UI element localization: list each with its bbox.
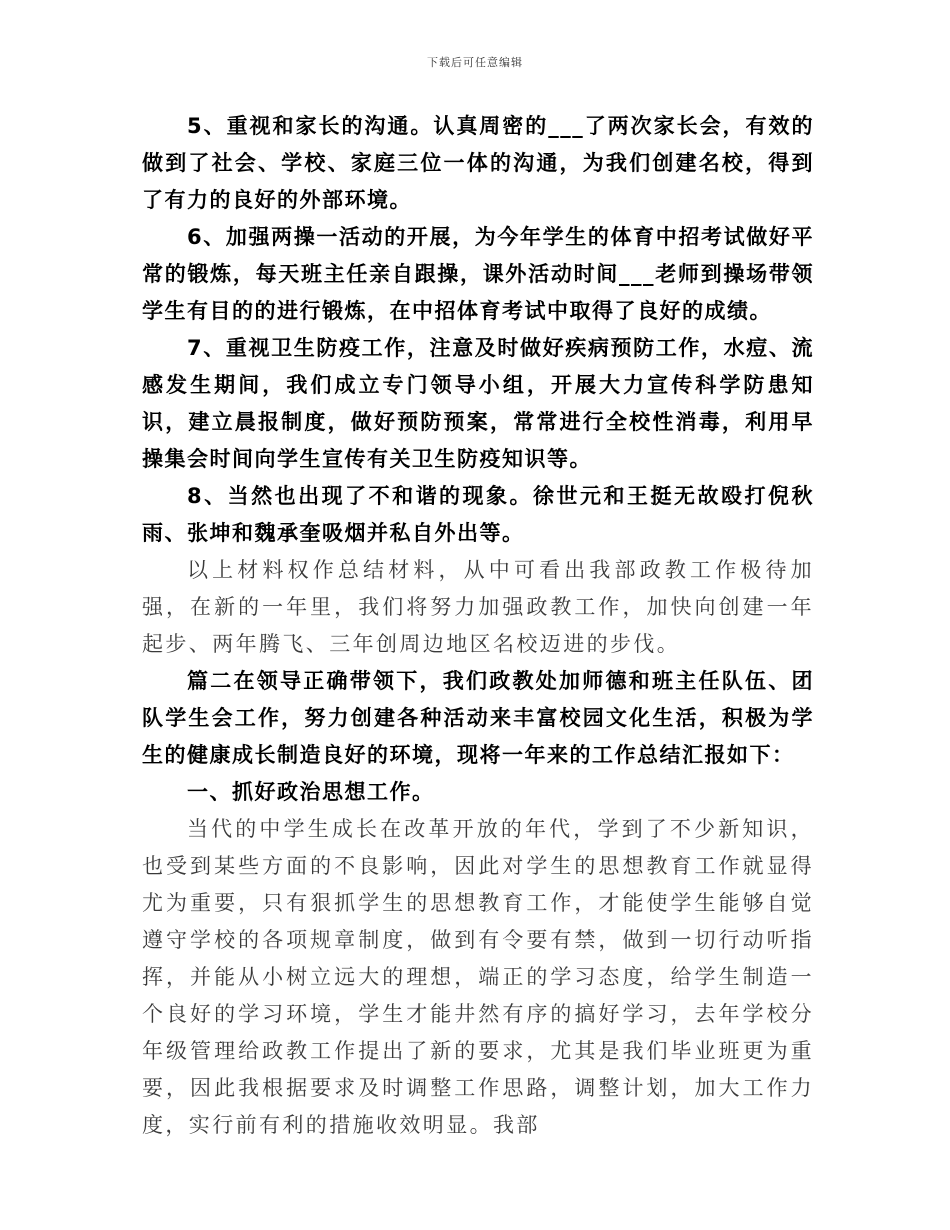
paragraph-part-two-intro: 篇二在领导正确带领下，我们政教处加师德和班主任队伍、团队学生会工作，努力创建各种活动来丰富校园文化生活，积极为学生的健康成长制造良好的环境，现将一年来的工作总结汇报如下： xyxy=(142,669,814,767)
header-note: 下载后可任意编辑 xyxy=(427,56,523,69)
document-body xyxy=(142,108,814,1144)
paragraph-item-8: 8、当然也出现了不和谐的现象。徐世元和王挺无故殴打倪秋雨、张坤和魏承奎吸烟并私自外出等。 xyxy=(142,484,814,545)
paragraph-item-7: 7、重视卫生防疫工作，注意及时做好疾病预防工作，水痘、流感发生期间，我们成立专门领导小组，开展大力宣传科学防患知识，建立晨报制度，做好预防预案，常常进行全校性消毒，利用早操集会时间向学生宣传有关卫生防疫知识等。 xyxy=(142,336,814,471)
paragraph-item-5: 5、重视和家长的沟通。认真周密的___了两次家长会，有效的做到了社会、学校、家庭三位一体的沟通，为我们创建名校，得到了有力的良好的外部环境。 xyxy=(142,114,814,212)
paragraph-item-6: 6、加强两操一活动的开展，为今年学生的体育中招考试做好平常的锻炼，每天班主任亲自跟操，课外活动时间___老师到操场带领学生有目的的进行锻炼，在中招体育考试中取得了良好的成绩。 xyxy=(142,225,814,323)
paragraph-political-work: 当代的中学生成长在改革开放的年代，学到了不少新知识，也受到某些方面的不良影响，因此对学生的思想教育工作就显得尤为重要，只有狠抓学生的思想教育工作，才能使学生能够自觉遵守学校的各项规章制度，做到有令要有禁，做到一切行动听指挥，并能从小树立远大的理想，端正的学习态度，给学生制造一个良好的学习环境，学生才能井然有序的搞好学习，去年学校分年级管理给政教工作提出了新的要求，尤其是我们毕业班更为重要，因此我根据要求及时调整工作思路，调整计划，加大工作力度，实行前有利的措施收效明显。我部 xyxy=(142,817,814,1137)
paragraph-summary: 以上材料权作总结材料，从中可看出我部政教工作极待加强，在新的一年里，我们将努力加强政教工作，加快向创建一年起步、两年腾飞、三年创周边地区名校迈进的步伐。 xyxy=(142,558,814,656)
section-heading-political-work: 一、抓好政治思想工作。 xyxy=(187,780,435,804)
